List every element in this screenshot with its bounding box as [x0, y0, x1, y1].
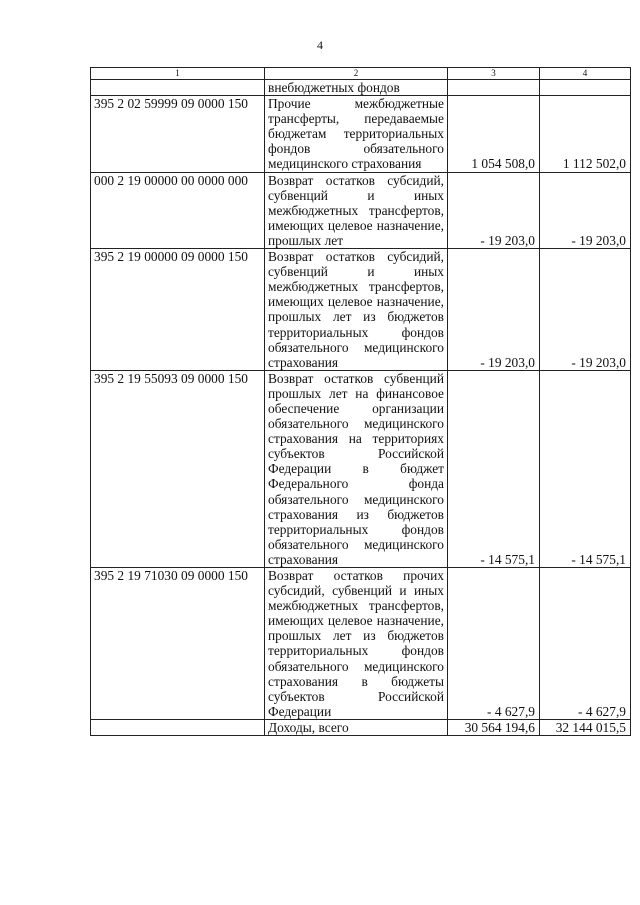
column-header-4: 4: [540, 68, 631, 80]
amount-col3: - 4 627,9: [448, 568, 540, 720]
budget-code: 395 2 02 59999 09 0000 150: [91, 96, 265, 172]
amount-col4: - 19 203,0: [540, 249, 631, 371]
budget-code: 395 2 19 55093 09 0000 150: [91, 370, 265, 567]
revenue-description: Прочие межбюджетные трансферты, передаваемые бюджетам территориальных фондов обязательного медицинского страхования: [265, 96, 448, 172]
amount-col3: - 14 575,1: [448, 370, 540, 567]
total-code: [91, 719, 265, 735]
amount-col3: [448, 80, 540, 96]
column-header-2: 2: [265, 68, 448, 80]
amount-col4: - 19 203,0: [540, 172, 631, 248]
table-row: [91, 370, 631, 567]
revenue-description: внебюджетных фондов: [265, 80, 448, 96]
revenue-description: Возврат остатков субвенций прошлых лет на финансовое обеспечение организации обязательного медицинского страхования на территориях субъектов Российской Федерации в бюджет Федерального фонда обязательного медицинского страхования из бюджетов территориальных фондов обязательного медицинского страхования: [265, 370, 448, 567]
total-col3: 30 564 194,6: [448, 719, 540, 735]
budget-code: 395 2 19 71030 09 0000 150: [91, 568, 265, 720]
column-header-3: 3: [448, 68, 540, 80]
amount-col4: - 4 627,9: [540, 568, 631, 720]
table-header-row: [91, 68, 631, 80]
table-row: [91, 568, 631, 720]
table-row: [91, 172, 631, 248]
total-col4: 32 144 015,5: [540, 719, 631, 735]
budget-code: 395 2 19 00000 09 0000 150: [91, 249, 265, 371]
amount-col3: - 19 203,0: [448, 249, 540, 371]
revenue-description: Возврат остатков субсидий, субвенций и иных межбюджетных трансфертов, имеющих целевое назначение, прошлых лет из бюджетов территориальных фондов обязательного медицинского страхования: [265, 249, 448, 371]
table-row: [91, 249, 631, 371]
amount-col3: - 19 203,0: [448, 172, 540, 248]
amount-col4: [540, 80, 631, 96]
table-row: [91, 80, 631, 96]
amount-col3: 1 054 508,0: [448, 96, 540, 172]
revenue-description: Возврат остатков субсидий, субвенций и иных межбюджетных трансфертов, имеющих целевое назначение, прошлых лет: [265, 172, 448, 248]
budget-code: [91, 80, 265, 96]
total-row: [91, 719, 631, 735]
page-number: 4: [317, 38, 323, 52]
amount-col4: 1 112 502,0: [540, 96, 631, 172]
table-row: [91, 96, 631, 172]
revenue-description: Возврат остатков прочих субсидий, субвенций и иных межбюджетных трансфертов, имеющих целевое назначение, прошлых лет из бюджетов территориальных фондов обязательного медицинского страхования в бюджеты субъектов Российской Федерации: [265, 568, 448, 720]
column-header-1: 1: [91, 68, 265, 80]
amount-col4: - 14 575,1: [540, 370, 631, 567]
budget-code: 000 2 19 00000 00 0000 000: [91, 172, 265, 248]
total-label: Доходы, всего: [265, 719, 448, 735]
revenue-table: [90, 67, 631, 736]
